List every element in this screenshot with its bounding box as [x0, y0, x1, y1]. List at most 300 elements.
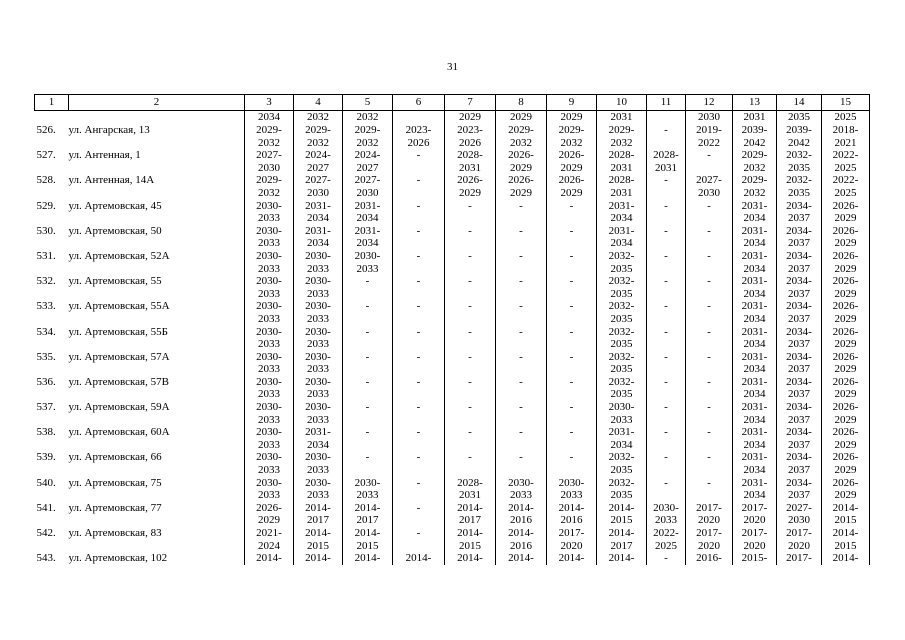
- table-cell: -: [445, 376, 496, 401]
- page-number: 31: [447, 61, 458, 73]
- table-cell: 2017- 2020: [686, 527, 733, 552]
- table-cell: -: [496, 451, 547, 476]
- table-cell: 2030- 2033: [294, 376, 343, 401]
- table-cell: 2030- 2033: [294, 401, 343, 426]
- table-cell: 2029- 2032: [343, 124, 393, 149]
- table-cell: 2023- 2026: [393, 124, 445, 149]
- row-number: 527.: [36, 149, 56, 162]
- table-cell: 2014-: [393, 552, 445, 565]
- table-cell: 2029- 2032: [496, 124, 547, 149]
- table-cell: 2031- 2034: [733, 225, 777, 250]
- table-cell: 2032- 2035: [777, 149, 822, 174]
- street-name: ул. Артемовская, 45: [68, 199, 162, 212]
- table-cell: 2026- 2029: [822, 351, 870, 376]
- table-cell: 2030- 2033: [245, 326, 294, 351]
- table-cell: -: [393, 200, 445, 225]
- table-cell: 2029- 2032: [245, 174, 294, 199]
- table-cell: 2031- 2034: [597, 225, 647, 250]
- table-cell: 2030- 2033: [294, 326, 343, 351]
- table-cell: -: [343, 401, 393, 426]
- table-cell: 2032- 2035: [597, 376, 647, 401]
- table-cell: 2014-: [496, 552, 547, 565]
- column-header: 7: [445, 95, 496, 111]
- row-number: 542.: [36, 527, 56, 539]
- column-header: 9: [547, 95, 597, 111]
- table-cell: -: [343, 451, 393, 476]
- table-cell: 2030- 2033: [343, 250, 393, 275]
- table-cell: 2029- 2032: [733, 149, 777, 174]
- table-cell: 2031- 2034: [733, 250, 777, 275]
- table-cell: 2017-: [777, 552, 822, 565]
- table-cell: 2029: [547, 111, 597, 125]
- table-cell: 2026- 2029: [822, 426, 870, 451]
- table-cell: -: [686, 426, 733, 451]
- table-cell: 2028- 2031: [597, 149, 647, 174]
- table-cell: -: [343, 351, 393, 376]
- table-cell: -: [393, 326, 445, 351]
- table-row: [35, 351, 870, 376]
- table-cell: 2017- 2020: [777, 527, 822, 552]
- table-cell: -: [686, 376, 733, 401]
- table-cell: 2014- 2015: [822, 502, 870, 527]
- table-row: [35, 200, 870, 225]
- table-cell: -: [445, 401, 496, 426]
- table-cell: -: [393, 351, 445, 376]
- table-cell: 2034- 2037: [777, 300, 822, 325]
- table-cell: 2032: [343, 111, 393, 125]
- table-cell: -: [496, 401, 547, 426]
- table-cell: 2026- 2029: [245, 502, 294, 527]
- row-number: 532.: [36, 275, 56, 288]
- column-header: 13: [733, 95, 777, 111]
- street-name: ул. Артемовская, 102: [68, 552, 168, 565]
- table-cell: 2031- 2034: [733, 376, 777, 401]
- table-cell: -: [496, 200, 547, 225]
- table-row: [35, 451, 870, 476]
- table-cell: 2026- 2029: [496, 149, 547, 174]
- table-cell: -: [647, 124, 686, 149]
- table-cell: -: [647, 376, 686, 401]
- table-cell: 2022- 2025: [822, 174, 870, 199]
- table-cell: -: [686, 477, 733, 502]
- table-row: [35, 124, 870, 149]
- table-cell: 2014- 2016: [496, 502, 547, 527]
- table-cell: 2030- 2033: [245, 200, 294, 225]
- table-cell: 2030: [686, 111, 733, 125]
- table-cell: 2034- 2037: [777, 451, 822, 476]
- table-row: [35, 225, 870, 250]
- table-row: [35, 300, 870, 325]
- table-cell: -: [393, 451, 445, 476]
- street-name: ул. Артемовская, 83: [68, 527, 162, 539]
- table-cell: 2014-: [547, 552, 597, 565]
- table-cell: 2014- 2015: [822, 527, 870, 552]
- table-cell: 2026- 2029: [822, 200, 870, 225]
- table-cell: 2028- 2031: [445, 149, 496, 174]
- table-cell: -: [393, 401, 445, 426]
- table-cell: 2024- 2027: [343, 149, 393, 174]
- table-cell: 2032- 2035: [597, 300, 647, 325]
- table-cell: 2030- 2033: [294, 250, 343, 275]
- table-cell: -: [445, 250, 496, 275]
- table-cell: 2034- 2037: [777, 225, 822, 250]
- table-cell: 2031- 2034: [733, 326, 777, 351]
- table-cell: -: [445, 426, 496, 451]
- column-header: 15: [822, 95, 870, 111]
- table-cell: 2031: [733, 111, 777, 125]
- table-cell: -: [686, 300, 733, 325]
- table-row: [35, 426, 870, 451]
- table-cell: 2029- 2032: [597, 124, 647, 149]
- table-cell: 2026- 2029: [822, 326, 870, 351]
- table-cell: 2014-: [294, 552, 343, 565]
- table-cell: 2034- 2037: [777, 250, 822, 275]
- table-cell: -: [547, 225, 597, 250]
- table-cell: 2014- 2017: [445, 502, 496, 527]
- table-cell: 2017- 2020: [686, 502, 733, 527]
- street-name: ул. Антенная, 14А: [68, 174, 155, 187]
- table-row: [35, 250, 870, 275]
- table-cell: 2031- 2034: [597, 200, 647, 225]
- row-number: 541.: [36, 501, 56, 514]
- column-header: 12: [686, 95, 733, 111]
- table-cell: 2034- 2037: [777, 351, 822, 376]
- street-name: ул. Ангарская, 13: [68, 124, 150, 136]
- street-name: ул. Артемовская, 59А: [68, 401, 170, 414]
- table-cell: -: [393, 426, 445, 451]
- table-row: [35, 502, 870, 527]
- table-cell: -: [647, 225, 686, 250]
- table-header: [35, 95, 870, 111]
- table-row: [35, 401, 870, 426]
- table-cell: -: [647, 426, 686, 451]
- table-body: [35, 111, 870, 565]
- table-cell: -: [686, 351, 733, 376]
- table-cell: 2026- 2029: [822, 225, 870, 250]
- street-name: ул. Артемовская, 60А: [68, 426, 170, 439]
- table-cell: 2029- 2032: [547, 124, 597, 149]
- table-cell: -: [647, 174, 686, 199]
- table-cell: -: [686, 401, 733, 426]
- table-cell: 2029: [496, 111, 547, 125]
- table-cell: -: [393, 275, 445, 300]
- table-cell: 2014- 2015: [343, 527, 393, 552]
- table-cell: -: [393, 527, 445, 552]
- table-cell: 2017- 2020: [733, 502, 777, 527]
- table-cell: 2030- 2033: [245, 250, 294, 275]
- table-row: [35, 326, 870, 351]
- table-cell: 2014-: [822, 552, 870, 565]
- row-number: 533.: [36, 300, 56, 313]
- table-cell: 2028- 2031: [647, 149, 686, 174]
- table-cell: 2026- 2029: [822, 451, 870, 476]
- table-cell: -: [686, 326, 733, 351]
- row-number: 528.: [36, 174, 56, 187]
- column-header: 14: [777, 95, 822, 111]
- table-cell: -: [445, 351, 496, 376]
- table-cell: 2026- 2029: [822, 376, 870, 401]
- table-cell: -: [686, 149, 733, 174]
- table-cell: 2014- 2017: [597, 527, 647, 552]
- table-cell: -: [686, 200, 733, 225]
- table-cell: 2032- 2035: [597, 451, 647, 476]
- table-cell: -: [686, 250, 733, 275]
- street-name: ул. Антенная, 1: [68, 149, 141, 162]
- street-name: ул. Артемовская, 50: [68, 224, 162, 237]
- table-cell: 2026- 2029: [822, 477, 870, 502]
- table-cell: 2028- 2031: [597, 174, 647, 199]
- table-cell: 2026- 2029: [822, 275, 870, 300]
- table-cell: 2030- 2033: [245, 225, 294, 250]
- table-cell: 2022- 2025: [647, 527, 686, 552]
- table-cell: -: [547, 250, 597, 275]
- table-row: [35, 552, 870, 565]
- table-cell: 2031- 2034: [733, 426, 777, 451]
- column-header: 5: [343, 95, 393, 111]
- table-cell: 2030- 2033: [294, 451, 343, 476]
- table-cell: 2015-: [733, 552, 777, 565]
- table-cell: -: [647, 250, 686, 275]
- table-cell: 2032- 2035: [597, 250, 647, 275]
- table-cell: 2017- 2020: [733, 527, 777, 552]
- table-cell: 2030- 2033: [245, 376, 294, 401]
- table-cell: 2029- 2032: [733, 174, 777, 199]
- table-cell: 2030- 2033: [294, 351, 343, 376]
- table-cell: -: [647, 401, 686, 426]
- table-cell: 2031- 2034: [343, 200, 393, 225]
- street-name: ул. Артемовская, 55: [68, 275, 162, 288]
- table-cell: -: [393, 300, 445, 325]
- table-cell: 2019- 2022: [686, 124, 733, 149]
- column-header: 11: [647, 95, 686, 111]
- table-cell: 2014-: [597, 552, 647, 565]
- table-cell: [393, 111, 445, 125]
- table-cell: 2022- 2025: [822, 149, 870, 174]
- table-cell: -: [647, 200, 686, 225]
- table-cell: 2034- 2037: [777, 326, 822, 351]
- row-number: 540.: [36, 476, 56, 489]
- table-cell: 2032: [294, 111, 343, 125]
- table-cell: -: [547, 351, 597, 376]
- row-number: 539.: [36, 451, 56, 464]
- table-row: [35, 527, 870, 552]
- table-cell: -: [496, 326, 547, 351]
- table-row: [35, 376, 870, 401]
- table-row: [35, 275, 870, 300]
- table-cell: 2030- 2033: [245, 401, 294, 426]
- table-cell: 2014- 2017: [343, 502, 393, 527]
- table-cell: 2032- 2035: [597, 351, 647, 376]
- street-name: ул. Артемовская, 75: [68, 476, 162, 489]
- table-cell: 2014- 2015: [445, 527, 496, 552]
- table-cell: -: [496, 250, 547, 275]
- table-cell: [647, 111, 686, 125]
- table-cell: 2017- 2020: [547, 527, 597, 552]
- table-cell: -: [496, 300, 547, 325]
- table-cell: -: [647, 451, 686, 476]
- row-number: 526.: [36, 124, 56, 136]
- table-cell: 2030- 2033: [245, 426, 294, 451]
- column-header: 2: [69, 95, 245, 111]
- table-cell: 2014-: [343, 552, 393, 565]
- street-name: ул. Артемовская, 77: [68, 501, 162, 514]
- table-cell: 2030- 2033: [294, 300, 343, 325]
- table-cell: 2031- 2034: [733, 275, 777, 300]
- street-name: ул. Артемовская, 57А: [68, 350, 170, 363]
- table-cell: 2031- 2034: [733, 200, 777, 225]
- table-cell: 2031- 2034: [733, 300, 777, 325]
- table-cell: -: [393, 477, 445, 502]
- table-cell: 2034- 2037: [777, 200, 822, 225]
- table-cell: -: [445, 451, 496, 476]
- row-number: 529.: [36, 199, 56, 212]
- table-cell: 2031- 2034: [733, 401, 777, 426]
- table-cell: 2026- 2029: [547, 174, 597, 199]
- street-name: ул. Артемовская, 55А: [68, 300, 170, 313]
- table-cell: -: [547, 275, 597, 300]
- table-cell: -: [445, 275, 496, 300]
- table-cell: -: [393, 174, 445, 199]
- table-cell: 2024- 2027: [294, 149, 343, 174]
- column-header: 10: [597, 95, 647, 111]
- table-cell: -: [393, 250, 445, 275]
- table-cell: 2030- 2033: [343, 477, 393, 502]
- table-cell: -: [686, 225, 733, 250]
- table-cell: -: [547, 200, 597, 225]
- table-cell: 2016-: [686, 552, 733, 565]
- table-cell: -: [547, 376, 597, 401]
- table-cell: 2026- 2029: [496, 174, 547, 199]
- table-cell: 2032- 2035: [597, 326, 647, 351]
- table-cell: 2021- 2024: [245, 527, 294, 552]
- table-cell: 2030- 2033: [245, 275, 294, 300]
- table-cell: 2030- 2033: [647, 502, 686, 527]
- table-cell: 2026- 2029: [445, 174, 496, 199]
- table-cell: -: [445, 326, 496, 351]
- column-header: 1: [35, 95, 69, 111]
- table-cell: 2039- 2042: [733, 124, 777, 149]
- table-cell: 2014-: [445, 552, 496, 565]
- table-cell: -: [445, 225, 496, 250]
- table-cell: -: [547, 326, 597, 351]
- table-cell: -: [343, 426, 393, 451]
- table-cell: -: [647, 477, 686, 502]
- table-cell: 2014- 2015: [294, 527, 343, 552]
- table-cell: 2030- 2033: [294, 275, 343, 300]
- table-cell: 2031: [597, 111, 647, 125]
- table-cell: 2034: [245, 111, 294, 125]
- table-cell: -: [393, 502, 445, 527]
- table-cell: -: [647, 326, 686, 351]
- table-cell: -: [496, 275, 547, 300]
- table-cell: 2035: [777, 111, 822, 125]
- table-cell: 2030- 2033: [597, 401, 647, 426]
- table-cell: -: [496, 376, 547, 401]
- table-cell: -: [393, 149, 445, 174]
- table-cell: -: [343, 300, 393, 325]
- table-cell: -: [547, 300, 597, 325]
- column-header: 6: [393, 95, 445, 111]
- table-cell: -: [343, 326, 393, 351]
- table-cell: -: [647, 275, 686, 300]
- table-cell: 2031- 2034: [733, 451, 777, 476]
- row-number: 531.: [36, 249, 56, 262]
- column-header: 8: [496, 95, 547, 111]
- table-cell: 2032- 2035: [777, 174, 822, 199]
- table-cell: 2030- 2033: [245, 477, 294, 502]
- table-row: [35, 149, 870, 174]
- table-cell: -: [547, 426, 597, 451]
- row-number: 543.: [36, 552, 56, 565]
- table-cell: 2034- 2037: [777, 376, 822, 401]
- table-cell: 2030- 2033: [496, 477, 547, 502]
- column-header: 3: [245, 95, 294, 111]
- table-cell: -: [647, 300, 686, 325]
- table-cell: 2023- 2026: [445, 124, 496, 149]
- table-cell: -: [647, 351, 686, 376]
- table-cell: -: [343, 376, 393, 401]
- table-cell: 2034- 2037: [777, 275, 822, 300]
- table-cell: 2014-: [245, 552, 294, 565]
- table-cell: -: [547, 401, 597, 426]
- table-cell: 2030- 2033: [245, 300, 294, 325]
- table-cell: 2034- 2037: [777, 426, 822, 451]
- table-cell: 2030- 2033: [245, 351, 294, 376]
- table-cell: 2030- 2033: [294, 477, 343, 502]
- table-cell: 2029: [445, 111, 496, 125]
- street-name: ул. Артемовская, 55Б: [68, 325, 168, 338]
- table-cell: 2030- 2033: [245, 451, 294, 476]
- table-cell: -: [445, 200, 496, 225]
- table-cell: 2026- 2029: [547, 149, 597, 174]
- table-row: [35, 477, 870, 502]
- table-cell: -: [343, 275, 393, 300]
- table-cell: 2029- 2032: [294, 124, 343, 149]
- schedule-table: [34, 94, 870, 565]
- row-number: 537.: [36, 401, 56, 414]
- table-cell: 2031- 2034: [733, 351, 777, 376]
- table-cell: 2027- 2030: [294, 174, 343, 199]
- table-cell: -: [547, 451, 597, 476]
- table-cell: 2034- 2037: [777, 477, 822, 502]
- table-cell: 2032- 2035: [597, 477, 647, 502]
- table-cell: 2026- 2029: [822, 300, 870, 325]
- table-cell: -: [496, 426, 547, 451]
- table-cell: 2031- 2034: [733, 477, 777, 502]
- table-cell: 2018- 2021: [822, 124, 870, 149]
- table-cell: 2031- 2034: [294, 426, 343, 451]
- street-name: ул. Артемовская, 57В: [68, 375, 169, 388]
- table-cell: 2014- 2015: [597, 502, 647, 527]
- table-row: [35, 174, 870, 199]
- table-cell: 2027- 2030: [777, 502, 822, 527]
- row-number: 534.: [36, 325, 56, 338]
- street-name: ул. Артемовская, 52А: [68, 249, 170, 262]
- table-cell: 2031- 2034: [294, 225, 343, 250]
- continuation-row: [35, 111, 870, 125]
- table-cell: 2039- 2042: [777, 124, 822, 149]
- table-cell: 2030- 2033: [547, 477, 597, 502]
- table-cell: -: [445, 300, 496, 325]
- table-cell: 2028- 2031: [445, 477, 496, 502]
- table-cell: 2014- 2016: [496, 527, 547, 552]
- table-cell: 2031- 2034: [343, 225, 393, 250]
- table-cell: -: [393, 376, 445, 401]
- table-cell: 2014- 2017: [294, 502, 343, 527]
- column-header: 4: [294, 95, 343, 111]
- table-cell: 2014- 2016: [547, 502, 597, 527]
- table-cell: -: [686, 451, 733, 476]
